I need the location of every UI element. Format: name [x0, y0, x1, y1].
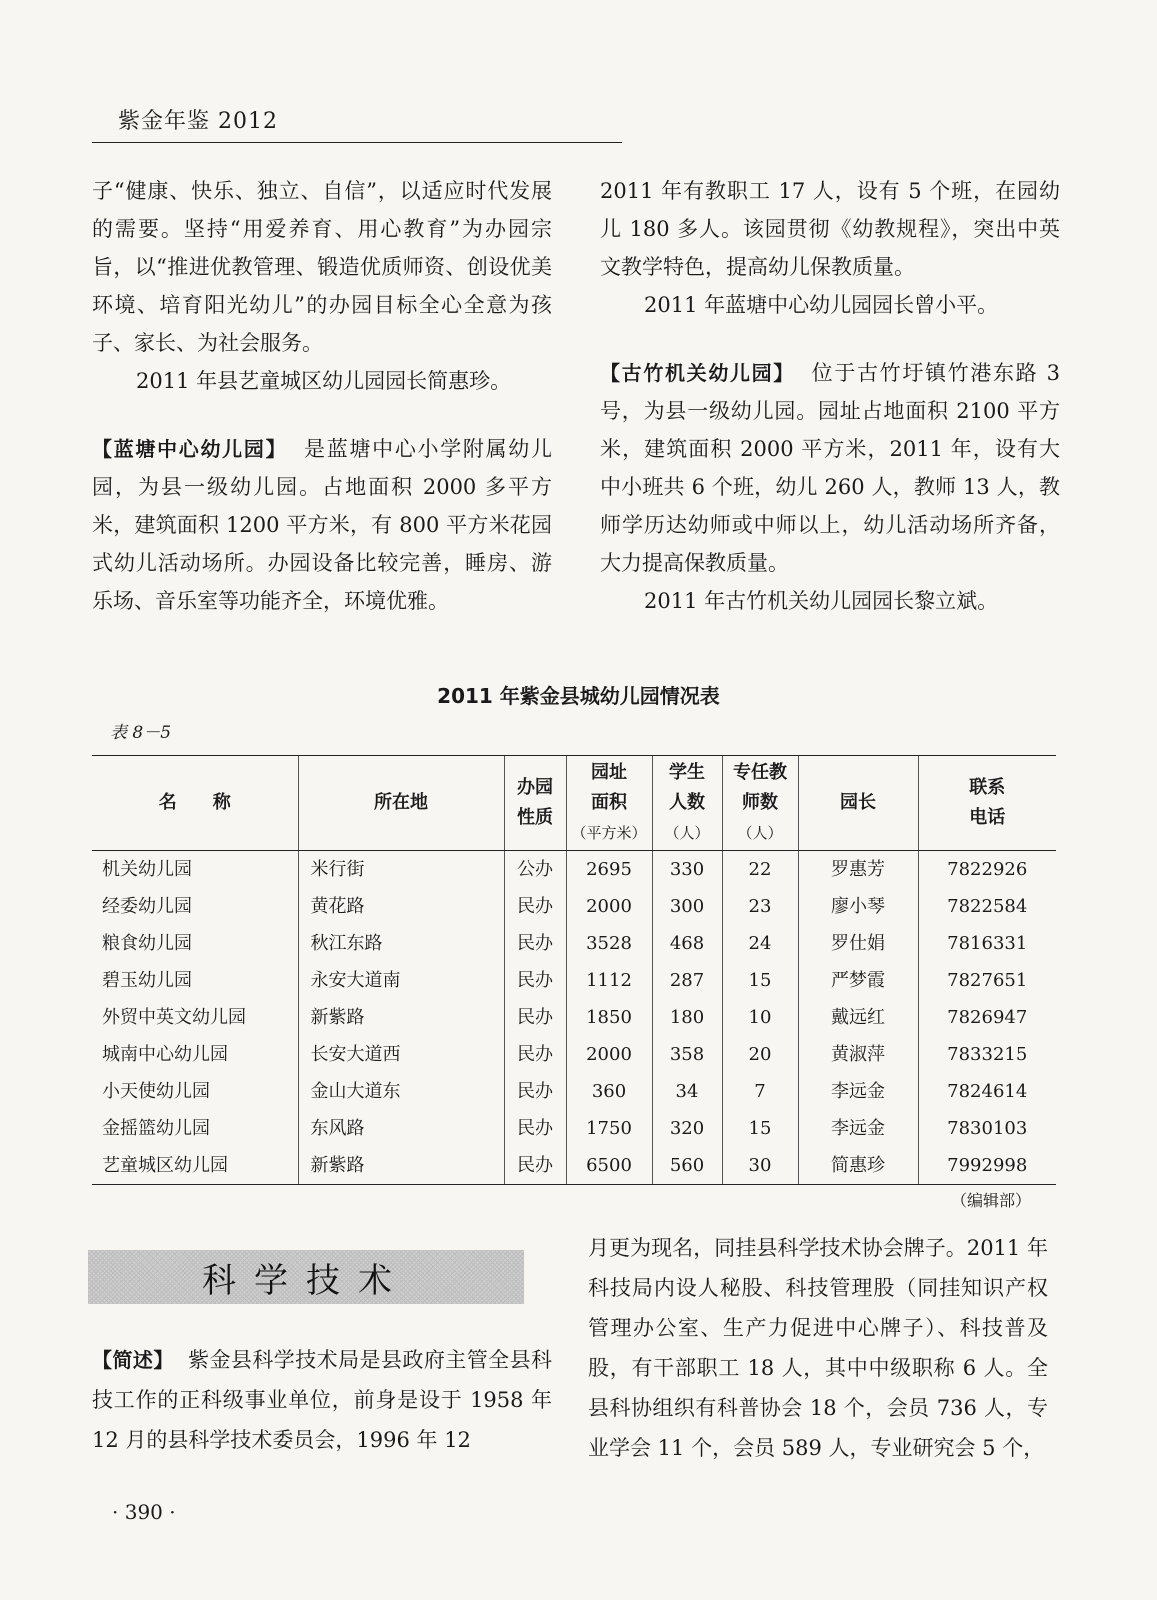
cell-principal: 罗仕娟 [798, 925, 918, 962]
cell-phone: 7833215 [918, 1036, 1056, 1073]
right-column-top [600, 172, 1060, 620]
cell-students: 560 [652, 1147, 722, 1185]
cell-type: 民办 [504, 1073, 566, 1110]
cell-location: 东风路 [298, 1110, 504, 1147]
cell-type: 民办 [504, 888, 566, 925]
cell-principal: 廖小琴 [798, 888, 918, 925]
cell-area: 1112 [566, 962, 652, 999]
table-row [92, 1073, 1056, 1110]
cell-area: 3528 [566, 925, 652, 962]
cell-name: 粮食幼儿园 [102, 933, 192, 954]
header-phone: 联系 电话 [918, 756, 1056, 851]
cell-principal: 简惠珍 [798, 1147, 918, 1185]
header-teachers: 专任教 师数 （人） [722, 756, 798, 851]
kindergarten-table [92, 755, 1056, 1185]
header-students: 学生 人数 （人） [652, 756, 722, 851]
cell-phone: 7816331 [918, 925, 1056, 962]
cell-students: 34 [652, 1073, 722, 1110]
cell-location: 长安大道西 [298, 1036, 504, 1073]
cell-name: 外贸中英文幼儿园 [102, 1007, 246, 1028]
cell-teachers: 7 [722, 1073, 798, 1110]
header-name: 名 称 [92, 756, 298, 851]
cell-name: 碧玉幼儿园 [102, 970, 192, 991]
cell-type: 民办 [504, 1147, 566, 1185]
cell-location: 新紫路 [298, 999, 504, 1036]
running-header: 紫金年鉴 2012 [118, 109, 278, 134]
cell-area: 360 [566, 1073, 652, 1110]
header-location: 所在地 [298, 756, 504, 851]
cell-students: 320 [652, 1110, 722, 1147]
table-title: 2011 年紫金县城幼儿园情况表 [437, 684, 720, 708]
cell-location: 黄花路 [298, 888, 504, 925]
cell-teachers: 15 [722, 1110, 798, 1147]
cell-students: 330 [652, 851, 722, 889]
cell-area: 6500 [566, 1147, 652, 1185]
table-row [92, 1036, 1056, 1073]
cell-teachers: 15 [722, 962, 798, 999]
cell-principal: 罗惠芳 [798, 851, 918, 889]
cell-name: 机关幼儿园 [102, 859, 192, 880]
cell-type: 民办 [504, 999, 566, 1036]
paragraph: 月更为现名，同挂县科学技术协会牌子。2011 年科技局内设人秘股、科技管理股（同挂知识产权管理办公室、生产力促进中心牌子）、科技普及股，有干部职工 18 人，其中中级职称 6 人。全县科协组织有科普协会 18 个，会员 736 人，专业学会 11 个，会员 589 人，专业研究会 5 个， [588, 1236, 1048, 1460]
table-header-row [92, 756, 1056, 851]
table-row [92, 925, 1056, 962]
cell-name: 小天使幼儿园 [102, 1081, 210, 1102]
cell-type: 民办 [504, 962, 566, 999]
entry-paragraph [92, 430, 552, 620]
table-row [92, 999, 1056, 1036]
header-rule [92, 142, 622, 143]
cell-students: 300 [652, 888, 722, 925]
cell-name: 经委幼儿园 [102, 896, 192, 917]
cell-phone: 7822584 [918, 888, 1056, 925]
cell-teachers: 24 [722, 925, 798, 962]
left-column-bottom [92, 1340, 552, 1460]
cell-teachers: 22 [722, 851, 798, 889]
paragraph: 2011 年有教职工 17 人，设有 5 个班，在园幼儿 180 多人。该园贯彻《幼教规程》，突出中英文教学特色，提高幼儿保教质量。 [600, 179, 1060, 279]
header-type: 办园 性质 [504, 756, 566, 851]
page-number: · 390 · [112, 1500, 176, 1524]
cell-principal: 李远金 [798, 1110, 918, 1147]
section-banner: 科学技术 [88, 1250, 524, 1304]
cell-teachers: 20 [722, 1036, 798, 1073]
left-column-top [92, 172, 552, 620]
cell-type: 民办 [504, 925, 566, 962]
entry-heading: 【简述】 [92, 1348, 174, 1372]
cell-name: 金摇篮幼儿园 [102, 1118, 210, 1139]
paragraph: 2011 年蓝塘中心幼儿园园长曾小平。 [644, 293, 999, 317]
table-source: （编辑部） [950, 1191, 1031, 1210]
table-number: 表 8－5 [110, 723, 172, 743]
entry-heading: 【蓝塘中心幼儿园】 [92, 437, 288, 461]
cell-students: 287 [652, 962, 722, 999]
cell-teachers: 30 [722, 1147, 798, 1185]
table-row [92, 851, 1056, 889]
cell-teachers: 10 [722, 999, 798, 1036]
cell-teachers: 23 [722, 888, 798, 925]
cell-name: 艺童城区幼儿园 [92, 1147, 298, 1185]
entry-heading: 【古竹机关幼儿园】 [600, 361, 795, 385]
cell-students: 468 [652, 925, 722, 962]
cell-area: 2000 [566, 1036, 652, 1073]
paragraph: 子“健康、快乐、独立、自信”，以适应时代发展的需要。坚持“用爱养育、用心教育”为办园宗旨，以“推进优教管理、锻造优质师资、创设优美环境、培育阳光幼儿”的办园目标全心全意为孩子、家长、为社会服务。 [92, 179, 552, 355]
cell-area: 1850 [566, 999, 652, 1036]
table-row [92, 1110, 1056, 1147]
cell-phone: 7822926 [918, 851, 1056, 889]
entry-paragraph [600, 354, 1060, 582]
cell-students: 180 [652, 999, 722, 1036]
cell-type: 民办 [504, 1036, 566, 1073]
cell-area: 2695 [566, 851, 652, 889]
header-principal: 园长 [798, 756, 918, 851]
right-column-bottom [588, 1228, 1048, 1468]
cell-principal: 严梦霞 [798, 962, 918, 999]
header-area: 园址 面积 （平方米） [566, 756, 652, 851]
cell-location: 米行街 [298, 851, 504, 889]
cell-location: 秋江东路 [298, 925, 504, 962]
cell-phone: 7830103 [918, 1110, 1056, 1147]
cell-location: 新紫路 [298, 1147, 504, 1185]
entry-text: 位于古竹圩镇竹港东路 3 号，为县一级幼儿园。园址占地面积 2100 平方米，建筑面积 2000 平方米，2011 年，设有大中小班共 6 个班，幼儿 260 人，教师 13 人，教师学历达幼师或中师以上，幼儿活动场所齐备，大力提高保教质量。 [600, 361, 1061, 575]
cell-principal: 黄淑萍 [798, 1036, 918, 1073]
table-row [92, 1147, 1056, 1185]
cell-name: 城南中心幼儿园 [102, 1044, 228, 1065]
cell-phone: 7824614 [918, 1073, 1056, 1110]
cell-location: 金山大道东 [298, 1073, 504, 1110]
cell-phone: 7827651 [918, 962, 1056, 999]
cell-phone: 7992998 [918, 1147, 1056, 1185]
paragraph: 2011 年古竹机关幼儿园园长黎立斌。 [644, 589, 999, 613]
cell-area: 1750 [566, 1110, 652, 1147]
table-row [92, 888, 1056, 925]
cell-area: 2000 [566, 888, 652, 925]
paragraph: 2011 年县艺童城区幼儿园园长简惠珍。 [136, 369, 512, 393]
cell-students: 358 [652, 1036, 722, 1073]
cell-location: 永安大道南 [298, 962, 504, 999]
entry-text: 是蓝塘中心小学附属幼儿园，为县一级幼儿园。占地面积 2000 多平方米，建筑面积 1200 平方米，有 800 平方米花园式幼儿活动场所。办园设备比较完善，睡房、游乐场、音乐室等功能齐全，环境优雅。 [92, 437, 553, 613]
cell-type: 民办 [504, 1110, 566, 1147]
cell-principal: 戴远红 [798, 999, 918, 1036]
entry-text: 紫金县科学技术局是县政府主管全县科技工作的正科级事业单位，前身是设于 1958 年 12 月的县科学技术委员会，1996 年 12 [92, 1348, 553, 1452]
table-row [92, 962, 1056, 999]
cell-phone: 7826947 [918, 999, 1056, 1036]
cell-principal: 李远金 [798, 1073, 918, 1110]
cell-type: 公办 [504, 851, 566, 889]
entry-paragraph [92, 1340, 552, 1460]
